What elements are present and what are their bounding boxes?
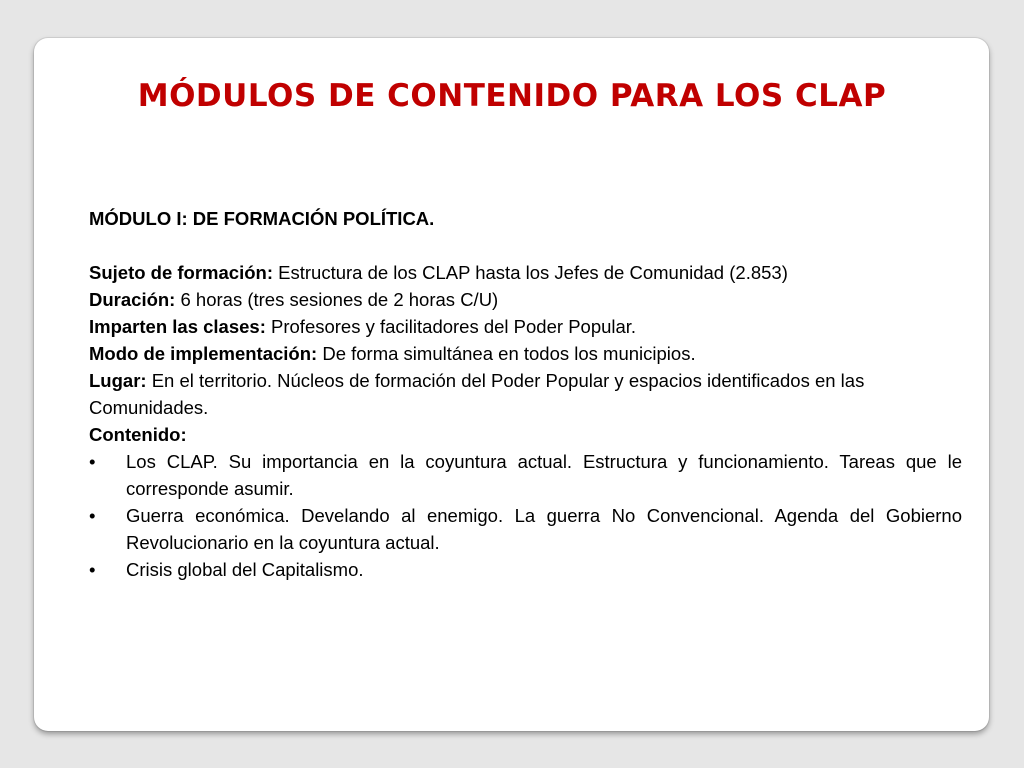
field-implementation [89,340,962,367]
slide-title: MÓDULOS DE CONTENIDO PARA LOS CLAP [137,78,887,114]
bullet-icon: • [89,505,96,526]
list-item-text: Crisis global del Capitalismo. [126,559,364,580]
list-item-text: Los CLAP. Su importancia en la coyuntura actual. Estructura y funcionamiento. Tareas que le corresponde asumir. [126,451,962,499]
field-duration [89,286,962,313]
field-location [89,367,962,421]
field-label: Modo de implementación: [89,343,318,364]
field-subject [89,259,962,286]
contents-list [89,448,962,583]
bullet-icon: • [89,559,96,580]
field-instructors [89,313,962,340]
slide-content [89,205,962,583]
field-label: Duración: [89,289,176,310]
field-value: Estructura de los CLAP hasta los Jefes de Comunidad (2.853) [273,262,788,283]
field-value: En el territorio. Núcleos de formación del Poder Popular y espacios identificados en las Comunidades. [89,370,865,418]
bullet-icon: • [89,451,96,472]
module-heading: MÓDULO I: DE FORMACIÓN POLÍTICA. [89,208,435,229]
contents-label: Contenido: [89,424,187,445]
field-value: Profesores y facilitadores del Poder Popular. [265,316,637,337]
list-item [89,556,962,583]
list-item [89,502,962,556]
field-label: Lugar: [89,370,147,391]
field-value: 6 horas (tres sesiones de 2 horas C/U) [175,289,499,310]
list-item [89,448,962,502]
field-value: De forma simultánea en todos los municipios. [317,343,696,364]
field-label: Imparten las clases: [89,316,266,337]
list-item-text: Guerra económica. Develando al enemigo. La guerra No Convencional. Agenda del Gobierno Revolucionario en la coyuntura actual. [126,505,962,553]
field-label: Sujeto de formación: [89,262,273,283]
